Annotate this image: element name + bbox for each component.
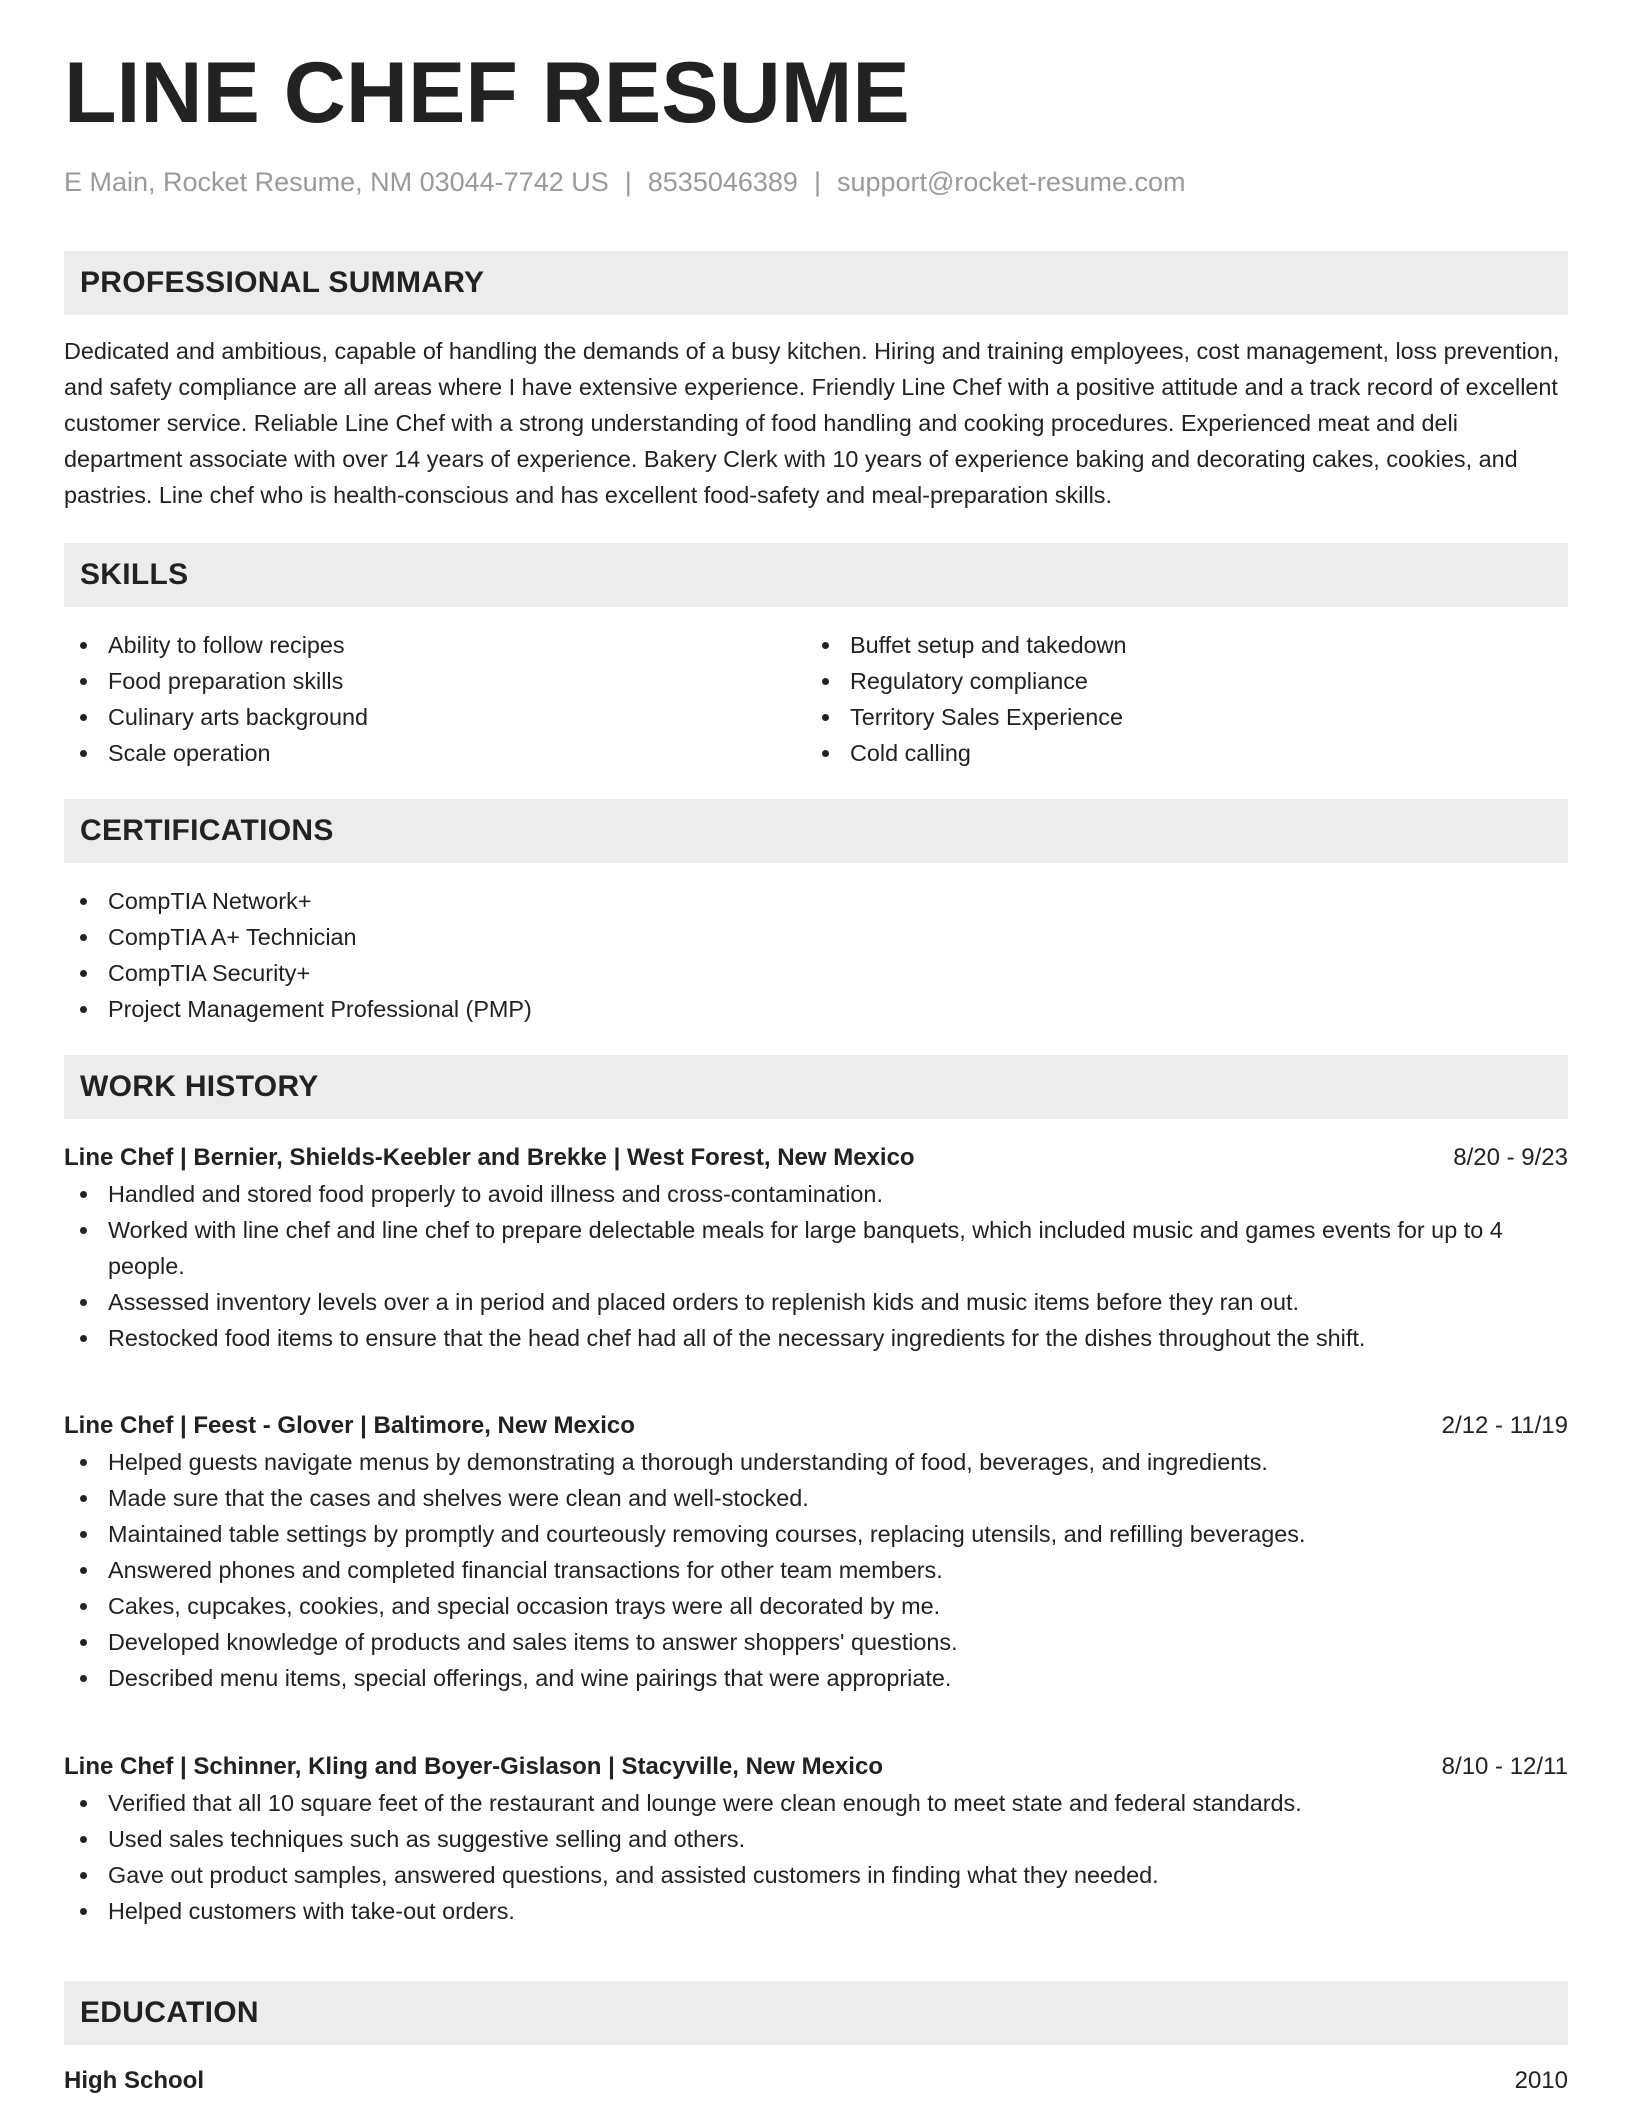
section-title: EDUCATION bbox=[80, 1996, 259, 2029]
job-bullet: Worked with line chef and line chef to prepare delectable meals for large banquets, which included music and games events for up to 4 people. bbox=[64, 1212, 1568, 1284]
section-header-work-history bbox=[64, 1055, 1568, 1119]
job-bullet: Described menu items, special offerings, and wine pairings that were appropriate. bbox=[64, 1660, 1568, 1696]
job-bullet: Used sales techniques such as suggestive selling and others. bbox=[64, 1821, 1568, 1857]
skill-item: Regulatory compliance bbox=[806, 663, 1546, 699]
section-title: PROFESSIONAL SUMMARY bbox=[80, 266, 485, 299]
job-bullet: Cakes, cupcakes, cookies, and special occasion trays were all decorated by me. bbox=[64, 1588, 1568, 1624]
job-entry bbox=[64, 1140, 1568, 1356]
skills-list-right bbox=[806, 627, 1546, 771]
job-dates: 2/12 - 11/19 bbox=[1441, 1412, 1568, 1439]
skill-item: Buffet setup and takedown bbox=[806, 627, 1546, 663]
skill-item: Ability to follow recipes bbox=[64, 627, 804, 663]
job-title: Line Chef | Bernier, Shields-Keebler and Brekke | West Forest, New Mexico bbox=[64, 1144, 915, 1171]
education-degree: High School bbox=[64, 2067, 204, 2094]
contact-separator: | bbox=[624, 167, 632, 197]
skill-item: Cold calling bbox=[806, 735, 1546, 771]
contact-email: support@rocket-resume.com bbox=[836, 167, 1186, 197]
job-bullet: Assessed inventory levels over a in period and placed orders to replenish kids and music items before they ran out. bbox=[64, 1284, 1568, 1320]
contact-address: E Main, Rocket Resume, NM 03044-7742 US bbox=[64, 167, 609, 197]
job-bullet: Developed knowledge of products and sales items to answer shoppers' questions. bbox=[64, 1624, 1568, 1660]
job-bullet: Made sure that the cases and shelves were clean and well-stocked. bbox=[64, 1480, 1568, 1516]
section-header-education bbox=[64, 1981, 1568, 2045]
section-header-skills bbox=[64, 543, 1568, 607]
skill-item: Scale operation bbox=[64, 735, 804, 771]
contact-separator: | bbox=[813, 167, 821, 197]
job-bullet: Restocked food items to ensure that the head chef had all of the necessary ingredients for the dishes throughout the shift. bbox=[64, 1320, 1568, 1356]
resume-title: LINE CHEF RESUME bbox=[64, 45, 910, 141]
certifications-list bbox=[64, 883, 1568, 1027]
job-title: Line Chef | Schinner, Kling and Boyer-Gislason | Stacyville, New Mexico bbox=[64, 1753, 883, 1780]
job-dates: 8/20 - 9/23 bbox=[1453, 1144, 1568, 1171]
job-dates: 8/10 - 12/11 bbox=[1441, 1753, 1568, 1780]
job-bullet: Gave out product samples, answered questions, and assisted customers in finding what they needed. bbox=[64, 1857, 1568, 1893]
job-bullet: Answered phones and completed financial transactions for other team members. bbox=[64, 1552, 1568, 1588]
section-title: WORK HISTORY bbox=[80, 1070, 319, 1103]
skills-list-left bbox=[64, 627, 804, 771]
education-year: 2010 bbox=[1514, 2067, 1568, 2094]
summary-text: Dedicated and ambitious, capable of handling the demands of a busy kitchen. Hiring and training employees, cost management, loss prevention, and safety compliance are all areas where I have extensive experience. Friendly Line Chef with a positive attitude and a track record of excellent customer service. Reliable Line Chef with a strong understanding of food handling and cooking procedures. Experienced meat and deli department associate with over 14 years of experience. Bakery Clerk with 10 years of experience baking and decorating cakes, cookies, and pastries. Line chef who is health-conscious and has excellent food-safety and meal-preparation skills. bbox=[64, 338, 1560, 508]
job-entry bbox=[64, 1749, 1568, 1929]
job-bullet: Helped customers with take-out orders. bbox=[64, 1893, 1568, 1929]
job-title: Line Chef | Feest - Glover | Baltimore, New Mexico bbox=[64, 1412, 635, 1439]
certification-item: CompTIA Network+ bbox=[64, 883, 1568, 919]
education-entry bbox=[64, 2063, 1568, 2099]
job-bullet: Helped guests navigate menus by demonstrating a thorough understanding of food, beverages, and ingredients. bbox=[64, 1444, 1568, 1480]
section-title: CERTIFICATIONS bbox=[80, 814, 334, 847]
job-bullet: Maintained table settings by promptly and courteously removing courses, replacing utensils, and refilling beverages. bbox=[64, 1516, 1568, 1552]
section-header-certifications bbox=[64, 799, 1568, 863]
certification-item: Project Management Professional (PMP) bbox=[64, 991, 1568, 1027]
contact-phone: 8535046389 bbox=[647, 167, 798, 197]
section-header-summary bbox=[64, 251, 1568, 315]
contact-line bbox=[64, 166, 1185, 198]
skill-item: Food preparation skills bbox=[64, 663, 804, 699]
job-bullet: Verified that all 10 square feet of the restaurant and lounge were clean enough to meet state and federal standards. bbox=[64, 1785, 1568, 1821]
certification-item: CompTIA Security+ bbox=[64, 955, 1568, 991]
certification-item: CompTIA A+ Technician bbox=[64, 919, 1568, 955]
skill-item: Culinary arts background bbox=[64, 699, 804, 735]
section-title: SKILLS bbox=[80, 558, 189, 591]
job-entry bbox=[64, 1408, 1568, 1696]
skill-item: Territory Sales Experience bbox=[806, 699, 1546, 735]
job-bullet: Handled and stored food properly to avoid illness and cross-contamination. bbox=[64, 1176, 1568, 1212]
